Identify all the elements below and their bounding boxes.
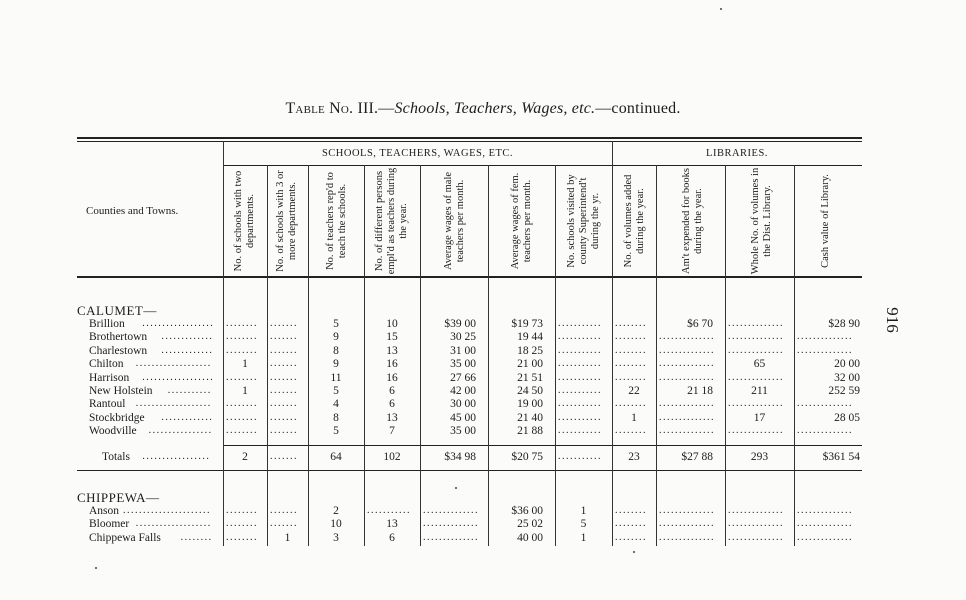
empty-cell-dots: .............. [728, 518, 784, 530]
cell-value: 1 [580, 531, 587, 544]
town-name: Harrison [89, 371, 130, 384]
leader-dots: ................... [135, 398, 212, 410]
empty-cell-dots: .............. [659, 398, 715, 410]
empty-cell-dots: .............. [797, 344, 853, 356]
col-head-male-wages: Average wages of male teachers per month. [443, 171, 466, 271]
table-row [0, 385, 966, 398]
cell-value: 28 05 [834, 411, 860, 424]
cell-value: 2 [242, 451, 248, 463]
empty-cell-dots: .............. [659, 518, 715, 530]
cell-value: 13 [386, 411, 398, 424]
empty-cell-dots: ........... [558, 398, 602, 410]
title-prefix: Table No. III.— [285, 100, 395, 117]
cell-value: 18 25 [517, 344, 543, 357]
empty-cell-dots: .............. [797, 505, 853, 516]
print-speck [720, 8, 722, 10]
empty-cell-dots: ........ [226, 318, 258, 329]
empty-cell-dots: ........ [615, 318, 647, 329]
cell-value: 13 [386, 518, 398, 531]
leader-dots: .................. [142, 371, 215, 383]
top-rule-thin [77, 141, 862, 142]
empty-cell-dots: ........ [226, 505, 258, 516]
col-head-amount-expended: Am't expended for books during the year. [680, 168, 704, 274]
empty-cell-dots: ........ [615, 531, 647, 543]
table-row [0, 518, 966, 531]
title-italic: Schools, Teachers, Wages, etc. [394, 100, 596, 117]
empty-cell-dots: ....... [270, 358, 298, 370]
leader-dots: ................. [142, 451, 211, 462]
empty-cell-dots: .............. [728, 331, 784, 343]
empty-cell-dots: .............. [659, 344, 715, 356]
town-name: Chippewa Falls [89, 531, 161, 544]
cell-value: $19 73 [511, 318, 543, 330]
table-row [0, 331, 966, 344]
cell-value: 32 00 [834, 371, 860, 384]
cell-value: 8 [333, 411, 339, 424]
cell-value: 19 44 [517, 331, 543, 344]
cell-value: 21 51 [517, 371, 543, 384]
table-row [0, 412, 966, 425]
empty-cell-dots: ........... [558, 344, 602, 356]
empty-cell-dots: ........... [558, 371, 602, 383]
cell-value: 4 [333, 398, 339, 411]
print-speck [633, 551, 635, 553]
empty-cell-dots: ....... [270, 518, 298, 530]
cell-value: 5 [333, 425, 339, 438]
counties-and-towns-heading: Counties and Towns. [86, 205, 179, 217]
empty-cell-dots: ........... [558, 318, 602, 329]
empty-cell-dots: ....... [270, 411, 298, 423]
cell-value: 1 [631, 411, 637, 424]
empty-cell-dots: ....... [270, 371, 298, 383]
county-chippewa: CHIPPEWA— [77, 490, 160, 505]
table-title [0, 100, 966, 118]
empty-cell-dots: .............. [659, 358, 715, 370]
empty-cell-dots: ....... [270, 505, 298, 516]
empty-cell-dots: .............. [423, 505, 479, 516]
cell-value: 5 [333, 318, 339, 330]
cell-value: $361 54 [822, 451, 860, 463]
cell-value: 27 66 [450, 371, 476, 384]
empty-cell-dots: .............. [797, 518, 853, 530]
empty-cell-dots: .............. [423, 531, 479, 543]
table-row [0, 425, 966, 438]
town-name: Brillion [89, 318, 125, 330]
col-head-different-persons: No. of different persons empl'd as teachers during the year. [374, 167, 409, 275]
cell-value: 35 00 [450, 358, 476, 371]
empty-cell-dots: ........... [558, 411, 602, 423]
town-name: Rantoul [89, 398, 126, 411]
header-bottom-rule [77, 276, 862, 278]
cell-value: 30 00 [450, 398, 476, 411]
leader-dots: ................... [135, 358, 212, 370]
town-name: Woodville [89, 425, 137, 438]
empty-cell-dots: ....... [270, 318, 298, 329]
empty-cell-dots: ........ [615, 518, 647, 530]
empty-cell-dots: ........ [615, 425, 647, 437]
cell-value: $39 00 [444, 318, 476, 330]
leader-dots: ................ [148, 425, 213, 437]
empty-cell-dots: .............. [728, 398, 784, 410]
table-row [0, 532, 966, 545]
empty-cell-dots: ........... [367, 505, 411, 516]
empty-cell-dots: ........... [558, 451, 602, 462]
empty-cell-dots: .............. [797, 531, 853, 543]
empty-cell-dots: .............. [659, 531, 715, 543]
empty-cell-dots: ........ [615, 358, 647, 370]
cell-value: 10 [330, 518, 342, 531]
empty-cell-dots: .............. [728, 505, 784, 516]
cell-value: 5 [333, 385, 339, 397]
cell-value: 16 [386, 371, 398, 384]
empty-cell-dots: .............. [659, 331, 715, 343]
table-row [0, 345, 966, 358]
empty-cell-dots: ........ [226, 425, 258, 437]
table-row [0, 398, 966, 411]
empty-cell-dots: ........ [615, 505, 647, 516]
cell-value: 22 [628, 385, 640, 397]
print-speck [95, 567, 97, 569]
cell-value: 17 [753, 411, 766, 424]
cell-value: 42 00 [450, 385, 476, 397]
print-speck [455, 487, 457, 489]
cell-value: 16 [386, 358, 398, 371]
cell-value: 9 [333, 331, 339, 344]
leader-dots: ................... [135, 518, 212, 530]
empty-cell-dots: ....... [270, 344, 298, 356]
empty-cell-dots: .............. [423, 518, 479, 530]
cell-value: 6 [389, 398, 395, 411]
town-name: Totals [102, 451, 130, 463]
empty-cell-dots: .............. [728, 344, 784, 356]
empty-cell-dots: ........... [558, 358, 602, 370]
cell-value: 19 00 [517, 398, 543, 411]
town-name: Bloomer [89, 518, 130, 531]
cell-value: 102 [383, 451, 401, 463]
cell-value: 21 18 [687, 385, 713, 397]
cell-value: 30 25 [450, 331, 476, 344]
cell-value: 31 00 [450, 344, 476, 357]
town-name: Brothertown [89, 331, 148, 344]
empty-cell-dots: ........ [226, 344, 258, 356]
cell-value: 293 [750, 451, 769, 463]
empty-cell-dots: .............. [728, 425, 784, 437]
town-name: New Holstein [89, 385, 153, 397]
empty-cell-dots: ........... [558, 425, 602, 437]
cell-value: 24 50 [517, 385, 543, 397]
leader-dots: ...................... [123, 505, 211, 516]
cell-value: 1 [242, 385, 248, 397]
leader-dots: ............. [161, 411, 214, 423]
table-row [0, 358, 966, 371]
cell-value: 20 00 [834, 358, 860, 371]
col-head-two-departments: No. of schools with two departments. [232, 170, 256, 272]
cell-value: 252 59 [828, 385, 860, 397]
cell-value: 21 00 [517, 358, 543, 371]
table-row [0, 505, 966, 518]
col-head-female-wages: Average wages of fem. teachers per month. [510, 172, 533, 270]
empty-cell-dots: .............. [728, 318, 784, 329]
cell-value: 11 [330, 371, 342, 384]
cell-value: 40 00 [517, 531, 543, 544]
empty-cell-dots: .............. [659, 505, 715, 516]
empty-cell-dots: ........... [558, 385, 602, 396]
cell-value: 45 00 [450, 411, 476, 424]
empty-cell-dots: .............. [659, 411, 715, 423]
section-libraries-heading: LIBRARIES. [706, 148, 768, 159]
cell-value: $27 88 [681, 451, 713, 463]
empty-cell-dots: .............. [659, 425, 715, 437]
empty-cell-dots: .............. [728, 371, 784, 383]
table-row [0, 372, 966, 385]
town-name: Stockbridge [89, 411, 145, 424]
empty-cell-dots: ........ [615, 398, 647, 410]
empty-cell-dots: .............. [728, 531, 784, 543]
leader-dots: ........ [180, 531, 213, 543]
cell-value: 8 [333, 344, 339, 357]
empty-cell-dots: ........ [226, 371, 258, 383]
col-head-three-departments: No. of schools with 3 or more departments. [274, 170, 298, 272]
empty-cell-dots: ........ [226, 398, 258, 410]
cell-value: 2 [333, 505, 339, 517]
empty-cell-dots: ........ [615, 371, 647, 383]
totals-top-rule [223, 445, 862, 446]
cell-value: 21 40 [517, 411, 543, 424]
cell-value: 6 [389, 385, 395, 397]
empty-cell-dots: .............. [797, 331, 853, 343]
table-row [0, 318, 966, 331]
town-name: Charlestown [89, 344, 148, 357]
col-head-cash-value: Cash value of Library. [820, 174, 831, 268]
empty-cell-dots: ........ [615, 344, 647, 356]
empty-cell-dots: ........ [226, 518, 258, 530]
cell-value: 25 02 [517, 518, 543, 531]
cell-value: $20 75 [511, 451, 543, 463]
cell-value: 15 [386, 331, 398, 344]
cell-value: 1 [242, 358, 248, 371]
cell-value: 5 [580, 518, 587, 531]
leader-dots: .................. [142, 318, 215, 329]
cell-value: 7 [389, 425, 395, 438]
title-suffix: —continued. [595, 100, 681, 117]
cell-value: 23 [628, 451, 640, 463]
cell-value: $34 98 [444, 451, 476, 463]
totals-row [0, 451, 966, 464]
cell-value: $28 90 [828, 318, 860, 330]
col-head-whole-volumes: Whole No. of volumes in the Dist. Library. [750, 167, 773, 275]
cell-value: 211 [751, 385, 768, 397]
empty-cell-dots: .............. [797, 398, 853, 410]
cell-value: 6 [389, 531, 395, 544]
cell-value: $36 00 [511, 505, 543, 517]
cell-value: $6 70 [687, 318, 713, 330]
town-name: Anson [89, 505, 120, 517]
empty-cell-dots: ....... [270, 398, 298, 410]
empty-cell-dots: ....... [270, 385, 298, 396]
town-name: Chilton [89, 358, 124, 371]
empty-cell-dots: .............. [797, 425, 853, 437]
empty-cell-dots: ........... [558, 331, 602, 343]
empty-cell-dots: ........ [226, 531, 258, 543]
cell-value: 13 [386, 344, 398, 357]
county-calumet: CALUMET— [77, 303, 157, 318]
cell-value: 21 88 [517, 425, 543, 438]
col-head-schools-visited: No. schools visited by county Superintend't during the yr. [566, 174, 601, 268]
empty-cell-dots: ....... [270, 451, 298, 462]
top-rule [77, 137, 862, 139]
totals-bottom-rule [77, 470, 862, 471]
cell-value: 9 [333, 358, 339, 371]
empty-cell-dots: ....... [270, 425, 298, 437]
empty-cell-dots: ........ [226, 331, 258, 343]
page-number: 916 [883, 307, 902, 333]
col-head-teachers-reported: No. of teachers rep'd to teach the schools. [325, 172, 348, 270]
leader-dots: ............. [161, 331, 214, 343]
leader-dots: ............. [161, 344, 214, 356]
section-schools-heading: SCHOOLS, TEACHERS, WAGES, ETC. [321, 148, 514, 159]
empty-cell-dots: .............. [659, 371, 715, 383]
empty-cell-dots: ........ [615, 331, 647, 343]
cell-value: 1 [284, 531, 291, 544]
cell-value: 1 [580, 505, 587, 517]
cell-value: 65 [753, 358, 766, 371]
leader-dots: ........... [167, 385, 212, 396]
cell-value: 35 00 [450, 425, 476, 438]
col-head-volumes-added: No. of volumes added during the year. [622, 174, 646, 268]
empty-cell-dots: ....... [270, 331, 298, 343]
cell-value: 64 [330, 451, 342, 463]
cell-value: 3 [333, 531, 339, 544]
empty-cell-dots: ........ [226, 411, 258, 423]
cell-value: 10 [386, 318, 398, 330]
